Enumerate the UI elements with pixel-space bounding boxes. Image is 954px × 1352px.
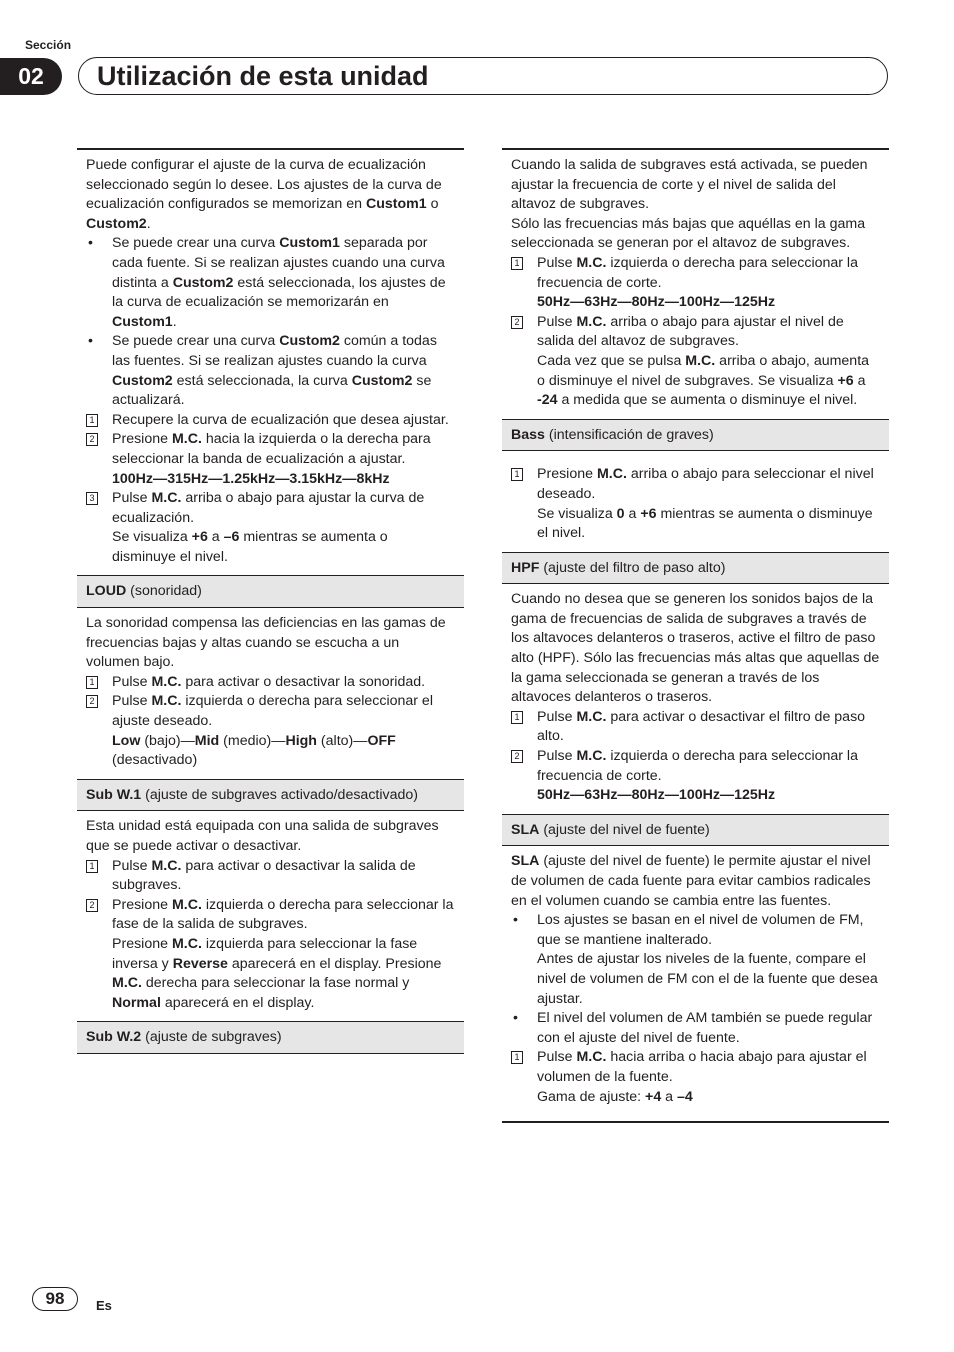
step-1: 1 Recupere la curva de ecualización que desea ajustar. (86, 411, 455, 431)
step-number-icon: 1 (86, 860, 98, 873)
eq-section (77, 148, 464, 575)
hpf-section (502, 552, 889, 814)
section-label: Sección (25, 38, 72, 52)
list-item: • Se puede crear una curva Custom2 común a todas las fuentes. Si se realizan ajustes cuando la curva Custom2 está seleccionada, la curva Custom2 se actualizará. (88, 333, 437, 409)
sla-heading: SLA (ajuste del nivel de fuente) (502, 814, 889, 847)
step-3: 3 Pulse M.C. arriba o abajo para ajustar la curva de ecualización. Se visualiza +6 a –6 mientras se aumenta o disminuye el nivel. (86, 489, 455, 567)
bullet-icon: • (88, 333, 93, 350)
step-number-icon: 2 (86, 695, 98, 708)
subw1-description: Esta unidad está equipada con una salida de subgraves que se puede activar o desactivar. (86, 818, 439, 854)
subw2-section (77, 1021, 464, 1054)
step-number-icon: 2 (86, 433, 98, 446)
hpf-heading: HPF (ajuste del filtro de paso alto) (502, 552, 889, 585)
list-item: • El nivel del volumen de AM también se puede regular con el ajuste del nivel de fuente. (513, 1010, 873, 1046)
bullet-icon: • (88, 235, 93, 252)
loud-heading: LOUD (sonoridad) (77, 575, 464, 608)
eq-band-options: 100Hz—315Hz—1.25kHz—3.15kHz—8kHz (112, 470, 390, 487)
loud-description: La sonoridad compensa las deficiencias en las gamas de frecuencias bajas y altas cuando se escucha a un volumen bajo. (86, 615, 446, 671)
page-number: 98 (32, 1287, 78, 1311)
step-number-icon: 2 (511, 316, 523, 329)
step-1: 1 Pulse M.C. para activar o desactivar la sonoridad. (86, 673, 455, 693)
step-2: 2 Pulse M.C. arriba o abajo para ajustar el nivel de salida del altavoz de subgraves. Cada vez que se pulsa M.C. arriba o abajo, aumenta o disminuye el nivel de subgraves. Se visualiza +6 a -24 a medida que se aumenta o disminuye el nivel. (511, 313, 880, 411)
step-number-icon: 1 (511, 257, 523, 270)
step-1: 1 Pulse M.C. hacia arriba o hacia abajo para ajustar el volumen de la fuente. Gama de ajuste: +4 a –4 (511, 1048, 880, 1107)
page-title: Utilización de esta unidad (97, 61, 429, 91)
step-number-icon: 1 (86, 676, 98, 689)
step-number-icon: 1 (511, 468, 523, 481)
list-item: • Los ajustes se basan en el nivel de volumen de FM, que se mantiene inalterado. Antes de ajustar los niveles de la fuente, compare el nivel de volumen de FM con el de la fuente que desea ajustar. (513, 912, 878, 1007)
step-1: 1 Pulse M.C. para activar o desactivar la salida de subgraves. (86, 857, 455, 896)
step-number-icon: 3 (86, 492, 98, 505)
hpf-frequency-options: 50Hz—63Hz—80Hz—100Hz—125Hz (537, 787, 776, 804)
step-number-icon: 2 (511, 750, 523, 763)
subw-intro-1: Cuando la salida de subgraves está activada, se pueden ajustar la frecuencia de corte y el nivel de salida del altavoz de subgraves. (511, 157, 868, 213)
step-1: 1 Pulse M.C. izquierda o derecha para seleccionar la frecuencia de corte. 50Hz—63Hz—80Hz—100Hz—125Hz (511, 254, 880, 313)
cutoff-frequency-options: 50Hz—63Hz—80Hz—100Hz—125Hz (537, 294, 776, 311)
step-number-icon: 1 (511, 1051, 523, 1064)
loud-options: Low (bajo)—Mid (medio)—High (alto)—OFF (desactivado) (112, 732, 396, 769)
step-number-icon: 1 (86, 414, 98, 427)
step-2: 2 Presione M.C. hacia la izquierda o la derecha para seleccionar la banda de ecualización a ajustar. 100Hz—315Hz—1.25kHz—3.15kHz—8kHz (86, 430, 455, 489)
loud-section (77, 575, 464, 778)
right-column (502, 148, 889, 1123)
subw1-heading: Sub W.1 (ajuste de subgraves activado/desactivado) (77, 779, 464, 812)
subw1-section (77, 779, 464, 1022)
bullet-icon: • (513, 912, 518, 929)
list-item: • Se puede crear una curva Custom1 separada por cada fuente. Si se realizan ajustes cuando una curva distinta a Custom2 está seleccionada, los ajustes de la curva de ecualización se memorizarán en Custom1. (88, 235, 446, 330)
step-2: 2 Pulse M.C. izquierda o derecha para seleccionar el ajuste deseado. Low (bajo)—Mid (medio)—High (alto)—OFF (desactivado) (86, 692, 455, 770)
language-code: Es (96, 1298, 112, 1313)
section-number-tab: 02 (0, 58, 62, 95)
bass-section (502, 419, 889, 552)
subwoofer-settings-section (502, 148, 889, 419)
eq-intro: Puede configurar el ajuste de la curva de ecualización seleccionado según lo desee. Los ajustes de la curva de ecualización configurados se memorizan en Custom1 o Custom2. (86, 157, 442, 232)
bass-heading: Bass (intensificación de graves) (502, 419, 889, 452)
left-column (77, 148, 464, 1054)
subw-intro-2: Sólo las frecuencias más bajas que aquéllas en la gama seleccionada se generan por el altavoz de subgraves. (511, 215, 866, 252)
bullet-icon: • (513, 1010, 518, 1027)
hpf-description: Cuando no desea que se generen los sonidos bajos de la gama de frecuencias de salida de subgraves a través de los altavoces delanteros o traseros, active el filtro de paso alto (HPF). Sólo las frecuencias más altas que aquellas de la gama seleccionada se generan a través de los altavoces delanteros o traseros. (511, 591, 880, 706)
sla-section (502, 814, 889, 1115)
step-2: 2 Presione M.C. izquierda o derecha para seleccionar la fase de la salida de subgraves. Presione M.C. izquierda para seleccionar la fase inversa y Reverse aparecerá en el display. Presione M.C. derecha para seleccionar la fase normal y Normal aparecerá en el display. (86, 896, 455, 1014)
sla-description: SLA (ajuste del nivel de fuente) le permite ajustar el nivel de volumen de cada fuente para evitar cambios radicales en el volumen cuando se cambia entre las fuentes. (511, 853, 871, 909)
step-2: 2 Pulse M.C. izquierda o derecha para seleccionar la frecuencia de corte. 50Hz—63Hz—80Hz—100Hz—125Hz (511, 747, 880, 806)
step-number-icon: 1 (511, 711, 523, 724)
step-number-icon: 2 (86, 899, 98, 912)
step-1: 1 Presione M.C. arriba o abajo para seleccionar el nivel deseado. Se visualiza 0 a +6 mientras se aumenta o disminuye el nivel. (511, 465, 880, 543)
subw2-heading: Sub W.2 (ajuste de subgraves) (77, 1021, 464, 1054)
step-1: 1 Pulse M.C. para activar o desactivar el filtro de paso alto. (511, 708, 880, 747)
